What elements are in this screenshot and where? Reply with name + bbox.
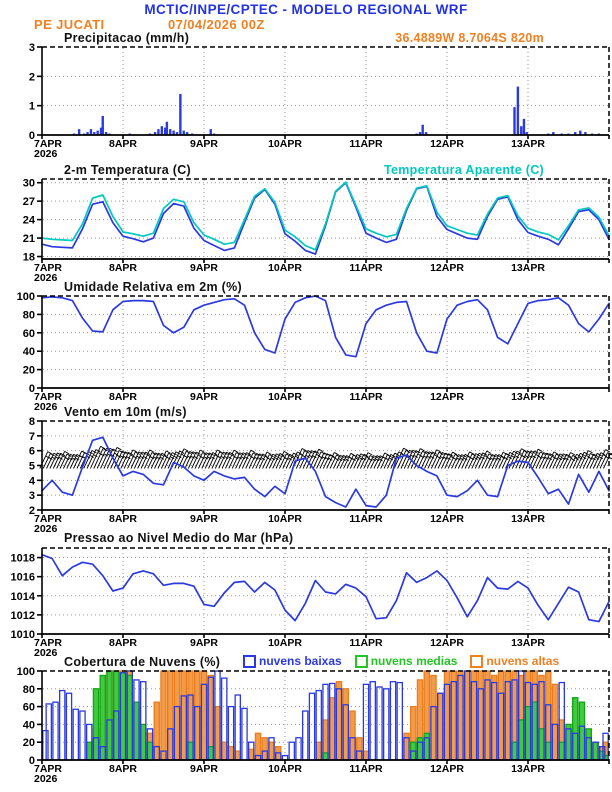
wind_10m-line-0 xyxy=(42,437,609,507)
svg-text:11APR: 11APR xyxy=(349,262,383,274)
svg-text:2026: 2026 xyxy=(34,647,58,659)
svg-text:1: 1 xyxy=(28,100,35,113)
svg-text:60: 60 xyxy=(22,327,35,340)
temperature-frame xyxy=(41,179,609,259)
panel-temperature xyxy=(23,178,609,284)
svg-text:7APR: 7APR xyxy=(34,262,63,274)
svg-text:10APR: 10APR xyxy=(268,138,302,150)
panel-mslp xyxy=(11,548,609,659)
svg-text:10APR: 10APR xyxy=(268,262,302,274)
svg-text:9APR: 9APR xyxy=(189,763,219,775)
apparent-temperature-label: Temperatura Aparente (C) xyxy=(383,163,544,177)
relative_humidity-line-0 xyxy=(42,296,609,357)
legend-label-mid-clouds: nuvens medias xyxy=(370,654,458,668)
svg-text:7APR: 7APR xyxy=(34,637,63,649)
svg-text:20: 20 xyxy=(22,364,35,377)
precipitation-x-axis-labels xyxy=(34,135,609,160)
cloud_cover-y-axis-labels xyxy=(17,666,42,767)
wind_10m-x-axis-labels xyxy=(34,510,609,535)
svg-text:6: 6 xyxy=(28,445,35,458)
svg-text:9APR: 9APR xyxy=(189,513,219,525)
svg-text:7APR: 7APR xyxy=(34,763,63,775)
svg-text:2026: 2026 xyxy=(34,272,58,284)
precip-bars xyxy=(73,87,600,135)
svg-text:9APR: 9APR xyxy=(189,391,219,403)
svg-text:12APR: 12APR xyxy=(430,138,464,150)
mslp-x-axis-labels xyxy=(34,634,609,659)
svg-text:10APR: 10APR xyxy=(268,637,302,649)
wind_10m-y-axis-labels xyxy=(29,416,42,517)
svg-text:7APR: 7APR xyxy=(34,138,63,150)
svg-text:13APR: 13APR xyxy=(511,391,545,403)
cloud_cover-x-axis-labels xyxy=(34,760,609,785)
svg-text:11APR: 11APR xyxy=(349,138,383,150)
svg-text:21: 21 xyxy=(22,233,35,246)
mslp-line-0 xyxy=(42,555,609,622)
panel-title-wind: Vento em 10m (m/s) xyxy=(64,405,187,419)
svg-text:60: 60 xyxy=(22,701,35,714)
location-coordinates: 36.4889W 8.7064S 820m xyxy=(395,31,544,45)
svg-text:1018: 1018 xyxy=(10,552,35,565)
svg-text:1010: 1010 xyxy=(10,629,35,641)
legend-label-high-clouds: nuvens altas xyxy=(486,654,560,668)
precipitation-y-axis-labels xyxy=(29,42,42,142)
mslp-y-axis-labels xyxy=(11,553,42,641)
svg-text:12APR: 12APR xyxy=(430,513,464,525)
svg-text:8: 8 xyxy=(28,416,35,428)
svg-text:3: 3 xyxy=(28,42,35,54)
svg-text:7APR: 7APR xyxy=(34,391,63,403)
svg-text:12APR: 12APR xyxy=(430,637,464,649)
svg-text:3: 3 xyxy=(28,490,35,503)
wind-barbs xyxy=(40,446,612,468)
svg-text:1016: 1016 xyxy=(10,571,35,584)
svg-text:12APR: 12APR xyxy=(430,763,464,775)
svg-text:2: 2 xyxy=(28,71,35,84)
svg-text:12APR: 12APR xyxy=(430,391,464,403)
svg-text:2026: 2026 xyxy=(34,148,58,160)
panel-title-pressure: Pressao ao Nivel Medio do Mar (hPa) xyxy=(64,531,294,545)
svg-text:13APR: 13APR xyxy=(511,513,545,525)
panel-title-humidity: Umidade Relativa em 2m (%) xyxy=(64,280,242,294)
svg-text:8APR: 8APR xyxy=(108,262,138,274)
svg-text:2: 2 xyxy=(28,505,35,517)
svg-text:2026: 2026 xyxy=(34,773,58,785)
svg-text:8APR: 8APR xyxy=(108,138,138,150)
panel-relative_humidity xyxy=(17,291,609,413)
svg-text:10APR: 10APR xyxy=(268,513,302,525)
svg-text:8APR: 8APR xyxy=(108,391,138,403)
station-name: PE JUCATI xyxy=(34,17,105,32)
svg-text:80: 80 xyxy=(22,309,35,322)
panel-title-precipitation: Precipitacao (mm/h) xyxy=(64,31,190,45)
svg-text:11APR: 11APR xyxy=(349,391,383,403)
relative_humidity-y-axis-labels xyxy=(17,291,42,395)
temperature-line-1 xyxy=(42,182,609,250)
svg-text:13APR: 13APR xyxy=(511,637,545,649)
svg-text:12APR: 12APR xyxy=(430,262,464,274)
model-run-datetime: 07/04/2026 00Z xyxy=(168,17,265,32)
svg-text:11APR: 11APR xyxy=(349,763,383,775)
svg-text:0: 0 xyxy=(28,755,35,767)
temperature-line-0 xyxy=(42,183,609,254)
temperature-y-axis-labels xyxy=(23,178,42,264)
page-title: MCTIC/INPE/CPTEC - MODELO REGIONAL WRF xyxy=(144,2,468,17)
svg-text:100: 100 xyxy=(16,291,35,303)
svg-text:1014: 1014 xyxy=(10,590,35,603)
panel-cloud_cover xyxy=(17,666,609,785)
legend-label-low-clouds: nuvens baixas xyxy=(259,654,342,668)
svg-text:13APR: 13APR xyxy=(511,262,545,274)
svg-text:30: 30 xyxy=(22,177,35,190)
temperature-x-axis-labels xyxy=(34,259,609,284)
svg-text:100: 100 xyxy=(16,666,35,678)
svg-text:13APR: 13APR xyxy=(511,763,545,775)
svg-text:7: 7 xyxy=(28,430,35,443)
relative_humidity-frame xyxy=(41,296,609,388)
svg-text:20: 20 xyxy=(22,737,35,750)
svg-text:80: 80 xyxy=(22,683,35,696)
svg-text:11APR: 11APR xyxy=(349,637,383,649)
relative_humidity-x-axis-labels xyxy=(34,388,609,413)
relative_humidity-grid xyxy=(43,297,608,387)
svg-text:40: 40 xyxy=(22,719,35,732)
svg-text:0: 0 xyxy=(28,130,35,142)
svg-text:1012: 1012 xyxy=(10,609,35,622)
panel-title-clouds: Cobertura de Nuvens (%) xyxy=(64,655,221,669)
panel-title-temperature: 2-m Temperatura (C) xyxy=(64,163,192,177)
svg-text:9APR: 9APR xyxy=(189,637,219,649)
svg-text:8APR: 8APR xyxy=(108,637,138,649)
svg-text:8APR: 8APR xyxy=(108,763,138,775)
svg-text:2026: 2026 xyxy=(34,401,58,413)
svg-text:9APR: 9APR xyxy=(189,138,219,150)
svg-text:5: 5 xyxy=(28,460,35,473)
panel-wind_10m xyxy=(29,416,612,535)
svg-text:40: 40 xyxy=(22,346,35,359)
temperature-grid xyxy=(43,180,608,258)
svg-text:8APR: 8APR xyxy=(108,513,138,525)
panel-precipitation xyxy=(29,42,609,160)
svg-text:13APR: 13APR xyxy=(511,138,545,150)
svg-text:18: 18 xyxy=(22,251,35,264)
svg-text:4: 4 xyxy=(28,475,35,488)
svg-text:0: 0 xyxy=(28,383,35,395)
svg-text:10APR: 10APR xyxy=(268,763,302,775)
svg-text:24: 24 xyxy=(22,214,35,227)
svg-text:7APR: 7APR xyxy=(34,513,63,525)
svg-text:10APR: 10APR xyxy=(268,391,302,403)
svg-text:2026: 2026 xyxy=(34,523,58,535)
svg-text:9APR: 9APR xyxy=(189,262,219,274)
svg-text:11APR: 11APR xyxy=(349,513,383,525)
svg-text:27: 27 xyxy=(22,196,35,209)
